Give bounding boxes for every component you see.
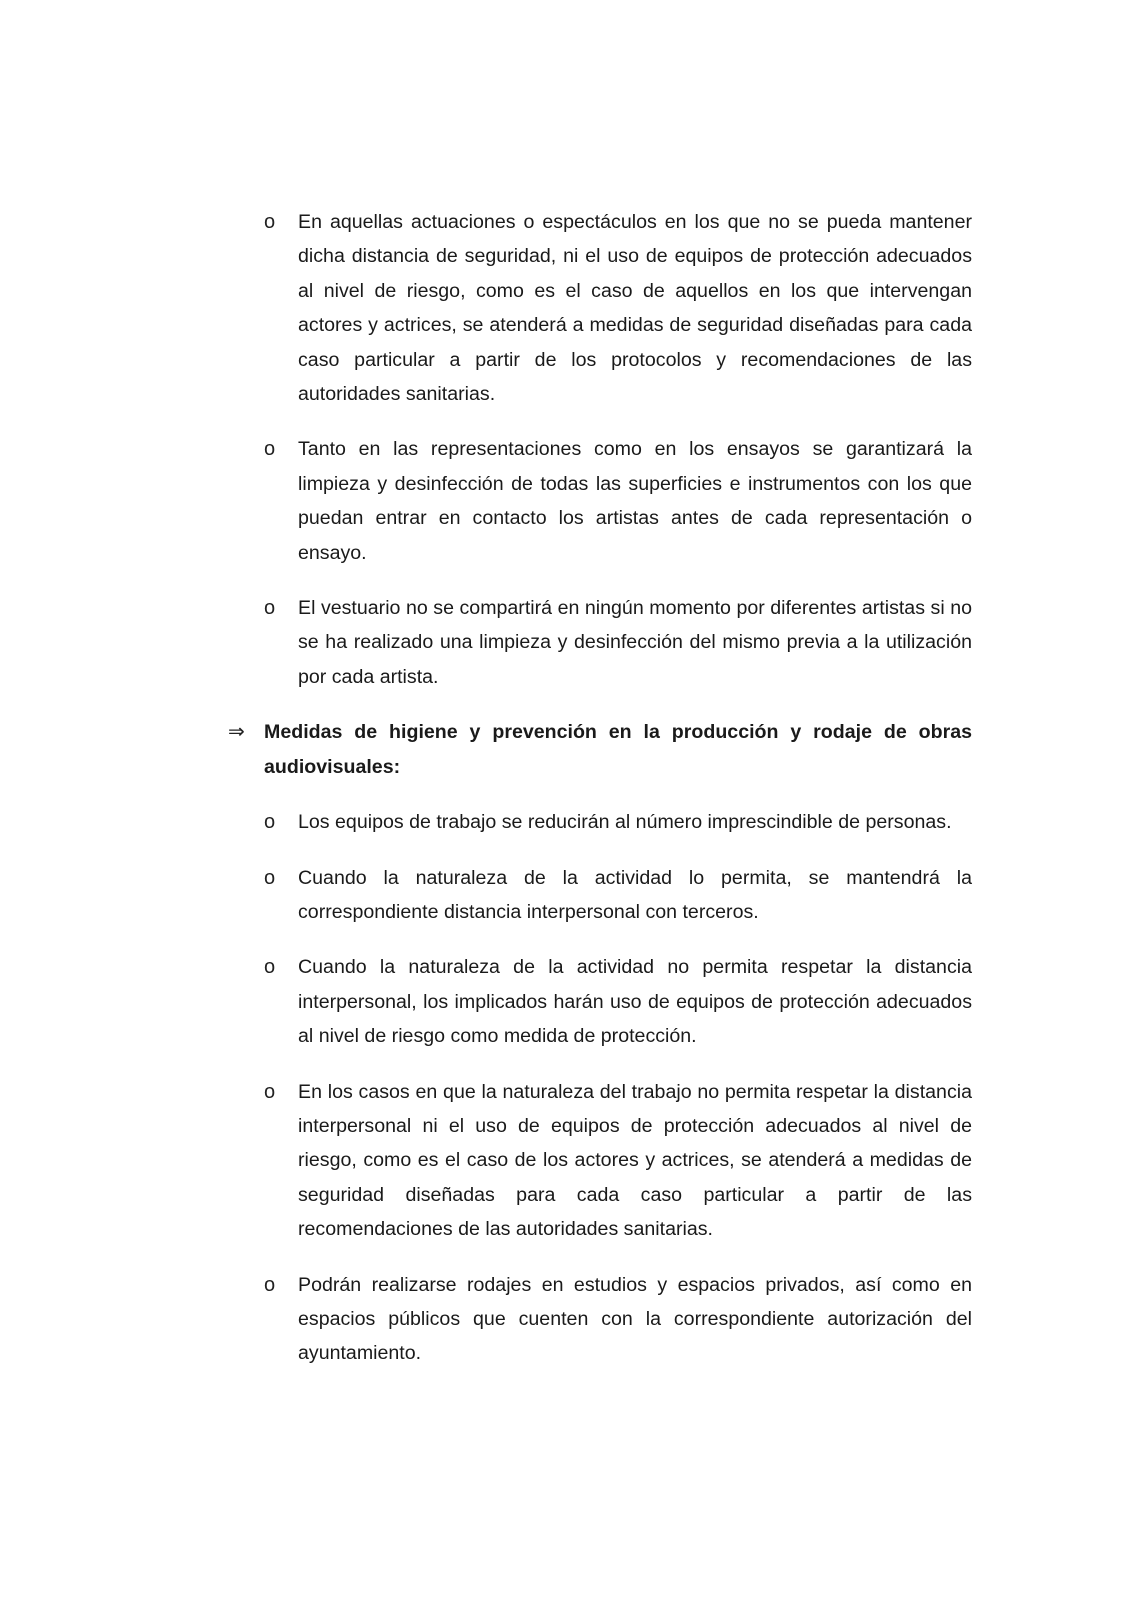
circle-bullet-icon: o bbox=[264, 1080, 276, 1103]
circle-bullet-icon: o bbox=[264, 956, 276, 979]
list-item bbox=[228, 591, 972, 694]
circle-bullet-icon: o bbox=[264, 597, 276, 620]
list-item bbox=[228, 861, 972, 930]
circle-bullet-icon: o bbox=[264, 811, 276, 834]
document-body bbox=[228, 205, 972, 1392]
section-heading-text: Medidas de higiene y prevención en la producción y rodaje de obras audiovisuales: bbox=[264, 721, 972, 778]
list-item-text: Los equipos de trabajo se reducirán al número imprescindible de personas. bbox=[298, 811, 952, 834]
circle-bullet-icon: o bbox=[264, 211, 276, 233]
list-item-text: Cuando la naturaleza de la actividad no permita respetar la distancia interpersonal, los implicados harán uso de equipos de protección adecuados al nivel de riesgo como medida de protección. bbox=[298, 956, 972, 1048]
circle-bullet-icon: o bbox=[264, 438, 276, 461]
list-item-text: Cuando la naturaleza de la actividad lo permita, se mantendrá la correspondiente distancia interpersonal con terceros. bbox=[298, 866, 972, 923]
list-item bbox=[228, 1075, 972, 1247]
list-item-text: Tanto en las representaciones como en los ensayos se garantizará la limpieza y desinfección de todas las superficies e instrumentos con los que puedan entrar en contacto los artistas antes de cada representación o ensayo. bbox=[298, 438, 972, 564]
list-item-text: En los casos en que la naturaleza del trabajo no permita respetar la distancia interpersonal ni el uso de equipos de protección adecuados al nivel de riesgo, como es el caso de los actores y actrices, se atenderá a medidas de seguridad diseñadas para cada caso particular a partir de las recomendaciones de las autoridades sanitarias. bbox=[298, 1080, 972, 1241]
list-item bbox=[228, 432, 972, 570]
list-item-text: El vestuario no se compartirá en ningún momento por diferentes artistas si no se ha realizado una limpieza y desinfección del mismo previa a la utilización por cada artista. bbox=[298, 597, 972, 688]
list-item bbox=[228, 950, 972, 1053]
circle-bullet-icon: o bbox=[264, 1273, 276, 1296]
section-heading bbox=[228, 715, 972, 784]
double-arrow-icon: ⇒ bbox=[228, 721, 245, 744]
list-item-text: Podrán realizarse rodajes en estudios y espacios privados, así como en espacios públicos que cuenten con la correspondiente autorización del ayuntamiento. bbox=[298, 1273, 972, 1365]
circle-bullet-icon: o bbox=[264, 866, 276, 889]
list-item bbox=[228, 805, 972, 839]
list-item bbox=[228, 205, 972, 411]
list-item-text: En aquellas actuaciones o espectáculos en los que no se pueda mantener dicha distancia de seguridad, ni el uso de equipos de protección adecuados al nivel de riesgo, como es el caso de aquellos en los que intervengan actores y actrices, se atenderá a medidas de seguridad diseñadas para cada caso particular a partir de los protocolos y recomendaciones de las autoridades sanitarias. bbox=[298, 211, 972, 406]
list-item bbox=[228, 1268, 972, 1371]
